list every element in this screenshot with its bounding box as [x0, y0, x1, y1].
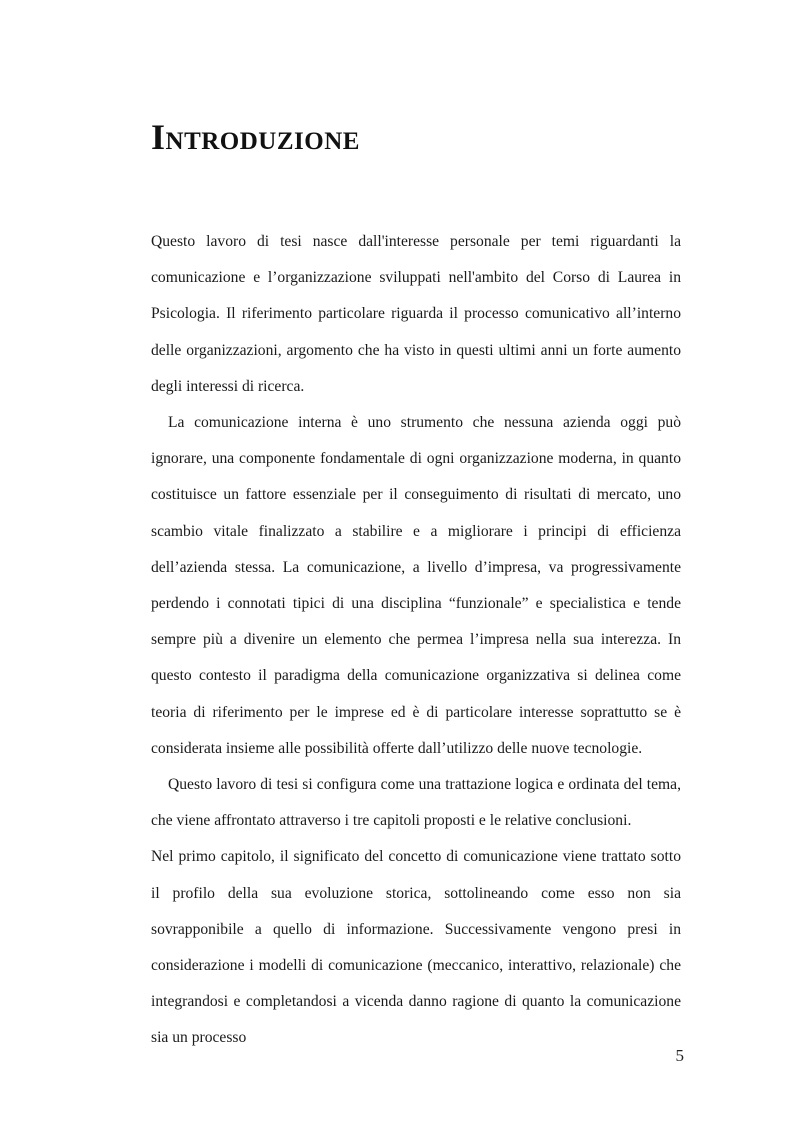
- chapter-title-rest: NTRODUZIONE: [165, 128, 360, 155]
- chapter-title: [151, 116, 360, 158]
- paragraph-internal-communication: La comunicazione interna è uno strumento che nessuna azienda oggi può ignorare, una componente fondamentale di ogni organizzazione moderna, in quanto costituisce un fattore essenziale per il conseguimento di risultati di mercato, uno scambio vitale finalizzato a stabilire e a migliorare i principi di efficienza dell’azienda stessa. La comunicazione, a livello d’impresa, va progressivamente perdendo i connotati tipici di una disciplina “funzionale” e specialistica e tende sempre più a divenire un elemento che permea l’impresa nella sua interezza. In questo contesto il paradigma della comunicazione organizzativa si delinea come teoria di riferimento per le imprese ed è di particolare interesse soprattutto se è considerata insieme alle possibilità offerte dall’utilizzo delle nuove tecnologie.: [151, 414, 681, 757]
- paragraph-intro: Questo lavoro di tesi nasce dall'interesse personale per temi riguardanti la comunicazione e l’organizzazione sviluppati nell'ambito del Corso di Laurea in Psicologia. Il riferimento particolare riguarda il processo comunicativo all’interno delle organizzazioni, argomento che ha visto in questi ultimi anni un forte aumento degli interessi di ricerca.: [151, 233, 681, 395]
- body-text: [151, 224, 681, 1057]
- chapter-title-initial: I: [151, 117, 166, 157]
- paragraph-first-chapter: Nel primo capitolo, il significato del concetto di comunicazione viene trattato sotto il profilo della sua evoluzione storica, sottolineando come esso non sia sovrapponibile a quello di informazione. Successivamente vengono presi in considerazione i modelli di comunicazione (meccanico, interattivo, relazionale) che integrandosi e completandosi a vicenda danno ragione di quanto la comunicazione sia un processo: [151, 848, 681, 1047]
- page-number: 5: [675, 1046, 684, 1065]
- paragraph-thesis-structure: Questo lavoro di tesi si configura come una trattazione logica e ordinata del tema, che viene affrontato attraverso i tre capitoli proposti e le relative conclusioni.: [151, 776, 681, 830]
